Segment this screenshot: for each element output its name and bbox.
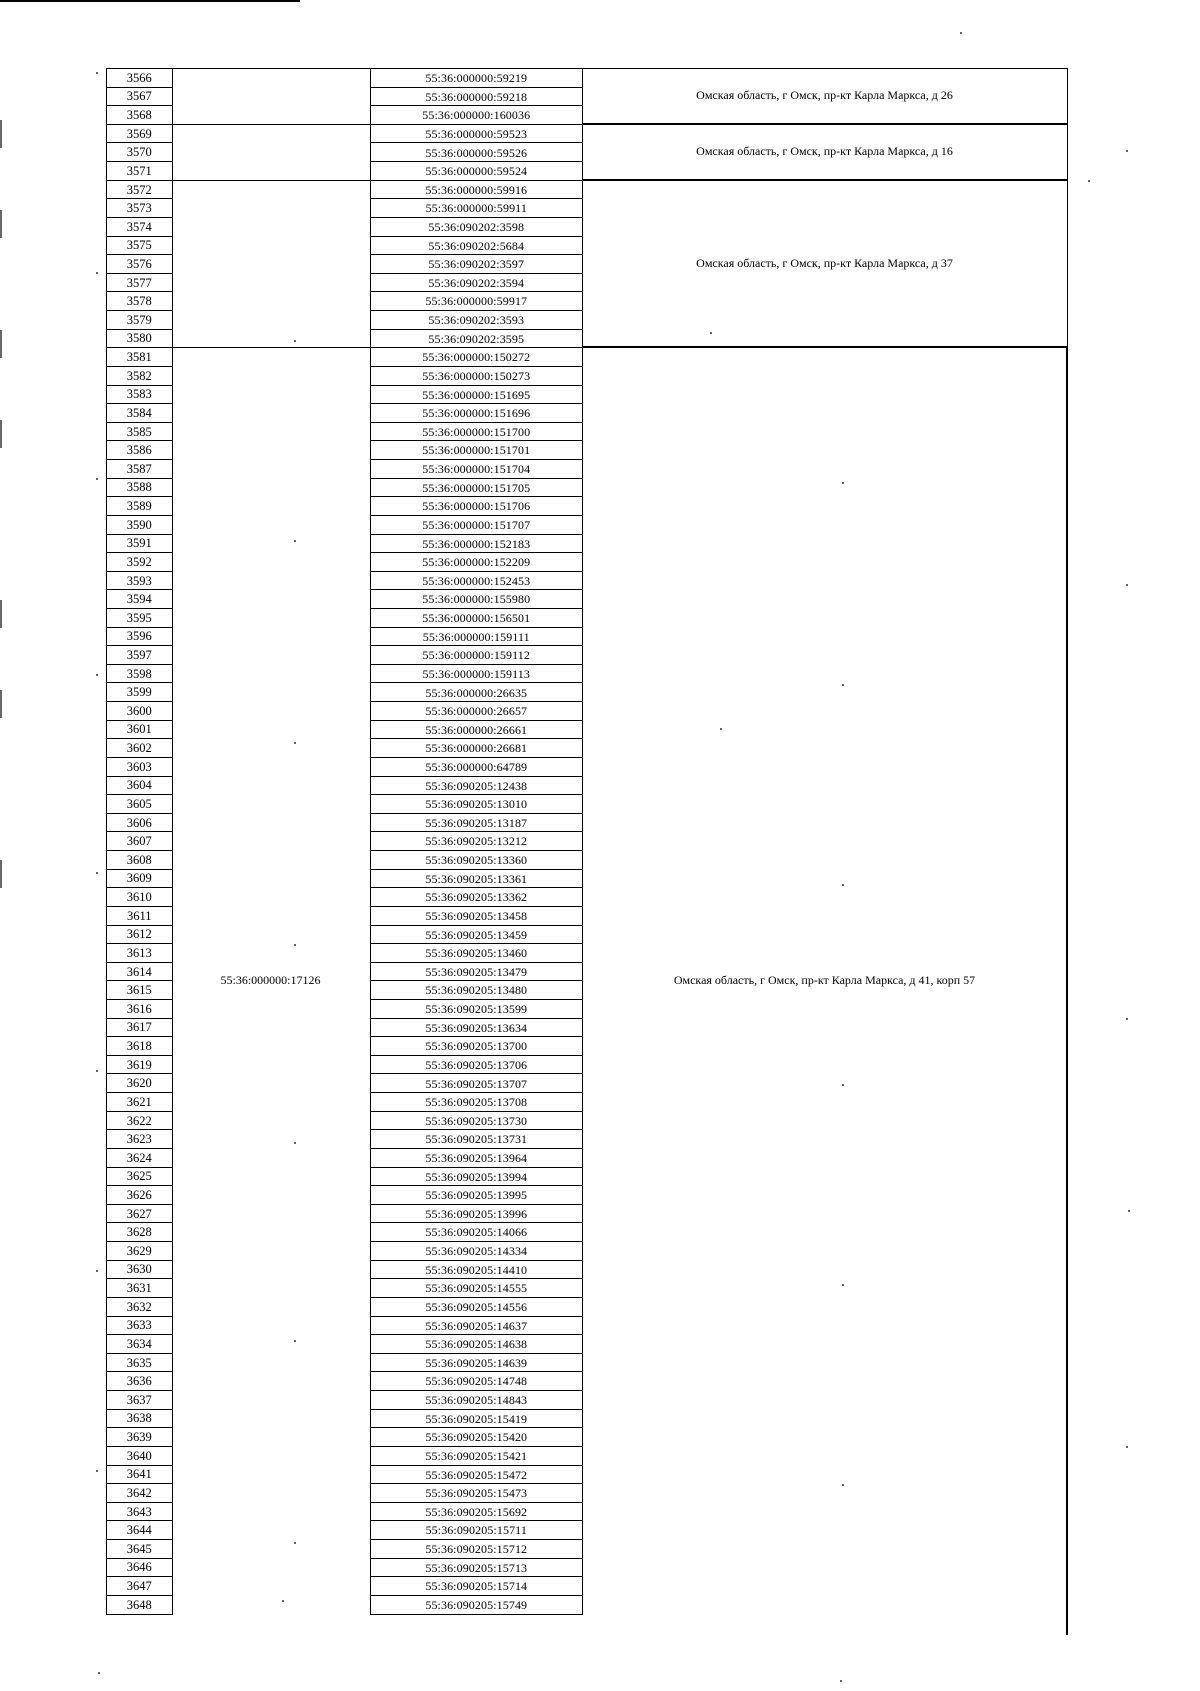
cadastral-number: 55:36:090202:3595 <box>370 329 583 349</box>
row-number: 3635 <box>106 1353 173 1373</box>
row-number: 3588 <box>106 478 173 498</box>
row-number: 3592 <box>106 552 173 572</box>
scan-speck <box>96 1070 98 1072</box>
cadastral-number: 55:36:090205:15419 <box>370 1409 583 1429</box>
scan-speck <box>96 1470 98 1472</box>
scan-speck <box>960 32 962 34</box>
row-number: 3643 <box>106 1502 173 1522</box>
row-number: 3601 <box>106 720 173 740</box>
row-number: 3584 <box>106 403 173 423</box>
row-number: 3637 <box>106 1390 173 1410</box>
row-number: 3623 <box>106 1129 173 1149</box>
cadastral-number: 55:36:000000:151696 <box>370 403 583 423</box>
scan-margin-mark <box>0 690 2 718</box>
row-number: 3614 <box>106 962 173 982</box>
parent-cadastral-cell <box>171 68 370 124</box>
row-number: 3590 <box>106 515 173 535</box>
row-number: 3612 <box>106 925 173 945</box>
cadastral-number: 55:36:090205:15692 <box>370 1502 583 1522</box>
cadastral-number: 55:36:090205:12438 <box>370 776 583 796</box>
row-number: 3648 <box>106 1595 173 1615</box>
row-number: 3606 <box>106 813 173 833</box>
scan-speck <box>710 332 712 334</box>
cadastral-number: 55:36:090205:13362 <box>370 887 583 907</box>
table-right-border <box>1066 347 1068 1635</box>
row-number: 3644 <box>106 1520 173 1540</box>
scan-speck <box>96 872 98 874</box>
cadastral-number: 55:36:000000:59523 <box>370 124 583 144</box>
row-number: 3631 <box>106 1278 173 1298</box>
cadastral-number: 55:36:000000:151695 <box>370 385 583 405</box>
row-number: 3574 <box>106 217 173 237</box>
row-number: 3619 <box>106 1055 173 1075</box>
scan-speck <box>840 1680 842 1682</box>
row-number: 3567 <box>106 87 173 107</box>
cadastral-number: 55:36:000000:64789 <box>370 757 583 777</box>
cadastral-number: 55:36:090205:13360 <box>370 850 583 870</box>
row-number: 3594 <box>106 589 173 609</box>
cadastral-number: 55:36:000000:155980 <box>370 589 583 609</box>
cadastral-number: 55:36:000000:59526 <box>370 142 583 162</box>
row-number: 3641 <box>106 1465 173 1485</box>
cadastral-number: 55:36:000000:159111 <box>370 627 583 647</box>
cadastral-number: 55:36:090202:3598 <box>370 217 583 237</box>
cadastral-number: 55:36:090205:14555 <box>370 1278 583 1298</box>
row-number: 3597 <box>106 645 173 665</box>
cadastral-number: 55:36:000000:59911 <box>370 198 583 218</box>
cadastral-number: 55:36:090205:13460 <box>370 943 583 963</box>
address-cell: Омская область, г Омск, пр-кт Карла Маркса, д 26 <box>583 68 1068 124</box>
row-number: 3638 <box>106 1409 173 1429</box>
cadastral-number: 55:36:090205:13634 <box>370 1018 583 1038</box>
row-number: 3603 <box>106 757 173 777</box>
row-number: 3632 <box>106 1297 173 1317</box>
cadastral-number: 55:36:000000:160036 <box>370 105 583 125</box>
cadastral-number: 55:36:000000:150273 <box>370 366 583 386</box>
cadastral-number: 55:36:090205:13480 <box>370 980 583 1000</box>
row-number: 3604 <box>106 776 173 796</box>
cadastral-number: 55:36:000000:159112 <box>370 645 583 665</box>
row-number: 3616 <box>106 999 173 1019</box>
cadastral-number: 55:36:000000:26681 <box>370 738 583 758</box>
row-number: 3578 <box>106 291 173 311</box>
cadastral-number: 55:36:090202:3597 <box>370 254 583 274</box>
cadastral-number: 55:36:090205:13700 <box>370 1036 583 1056</box>
row-number: 3613 <box>106 943 173 963</box>
cadastral-number: 55:36:090205:13731 <box>370 1129 583 1149</box>
cadastral-number: 55:36:000000:151700 <box>370 422 583 442</box>
cadastral-number: 55:36:090205:15714 <box>370 1576 583 1596</box>
cadastral-number: 55:36:000000:59218 <box>370 87 583 107</box>
row-number: 3581 <box>106 347 173 367</box>
row-number: 3646 <box>106 1558 173 1578</box>
row-number: 3625 <box>106 1167 173 1187</box>
cadastral-number: 55:36:000000:159113 <box>370 664 583 684</box>
scan-speck <box>842 482 844 484</box>
cadastral-number: 55:36:000000:26657 <box>370 701 583 721</box>
scan-margin-mark <box>0 420 2 448</box>
row-number: 3566 <box>106 68 173 88</box>
cadastral-number: 55:36:000000:59219 <box>370 68 583 88</box>
row-number: 3624 <box>106 1148 173 1168</box>
cadastral-number: 55:36:090205:14637 <box>370 1316 583 1336</box>
cadastral-number: 55:36:000000:151701 <box>370 440 583 460</box>
row-number: 3598 <box>106 664 173 684</box>
cadastral-number: 55:36:090205:13361 <box>370 869 583 889</box>
cadastral-number: 55:36:090202:3593 <box>370 310 583 330</box>
scan-speck <box>294 340 296 342</box>
cadastral-number: 55:36:000000:151706 <box>370 496 583 516</box>
cadastral-number: 55:36:090205:14843 <box>370 1390 583 1410</box>
row-number: 3589 <box>106 496 173 516</box>
scan-speck <box>1126 1446 1128 1448</box>
scan-margin-mark <box>0 600 2 628</box>
scan-speck <box>720 728 722 730</box>
scan-speck <box>96 1270 98 1272</box>
row-number: 3575 <box>106 236 173 256</box>
cadastral-number: 55:36:000000:151707 <box>370 515 583 535</box>
cadastral-number: 55:36:000000:150272 <box>370 347 583 367</box>
scan-speck <box>294 1142 296 1144</box>
address-cell: Омская область, г Омск, пр-кт Карла Маркса, д 37 <box>583 180 1068 348</box>
scan-speck <box>1126 584 1128 586</box>
row-number: 3629 <box>106 1241 173 1261</box>
scan-speck <box>1126 1018 1128 1020</box>
row-number: 3615 <box>106 980 173 1000</box>
row-number: 3630 <box>106 1260 173 1280</box>
cadastral-number: 55:36:000000:59917 <box>370 291 583 311</box>
row-number: 3627 <box>106 1204 173 1224</box>
scan-speck <box>96 272 98 274</box>
row-number: 3585 <box>106 422 173 442</box>
row-number: 3609 <box>106 869 173 889</box>
cadastral-number: 55:36:090205:14066 <box>370 1222 583 1242</box>
row-number: 3573 <box>106 198 173 218</box>
scan-speck <box>294 540 296 542</box>
row-number: 3626 <box>106 1185 173 1205</box>
cadastral-number: 55:36:090205:13599 <box>370 999 583 1019</box>
cadastral-number: 55:36:090205:15420 <box>370 1427 583 1447</box>
scan-speck <box>294 1340 296 1342</box>
cadastral-number: 55:36:090205:13010 <box>370 794 583 814</box>
cadastral-number: 55:36:000000:152209 <box>370 552 583 572</box>
row-number: 3620 <box>106 1073 173 1093</box>
scan-speck <box>294 944 296 946</box>
scan-speck <box>96 674 98 676</box>
scan-speck <box>1126 150 1128 152</box>
row-number: 3599 <box>106 682 173 702</box>
scan-speck <box>294 742 296 744</box>
row-number: 3640 <box>106 1446 173 1466</box>
cadastral-number: 55:36:000000:151705 <box>370 478 583 498</box>
row-number: 3572 <box>106 180 173 200</box>
cadastral-number: 55:36:090202:5684 <box>370 236 583 256</box>
cadastral-number: 55:36:090205:13706 <box>370 1055 583 1075</box>
cadastral-number: 55:36:090205:13458 <box>370 906 583 926</box>
row-number: 3586 <box>106 440 173 460</box>
cadastral-number: 55:36:090205:14556 <box>370 1297 583 1317</box>
row-number: 3580 <box>106 329 173 349</box>
scan-speck <box>1088 180 1090 182</box>
scan-speck <box>842 1084 844 1086</box>
scan-speck <box>1128 1210 1130 1212</box>
row-number: 3587 <box>106 459 173 479</box>
row-number: 3607 <box>106 831 173 851</box>
row-number: 3570 <box>106 142 173 162</box>
parent-cadastral-cell: 55:36:000000:17126 <box>171 347 370 1613</box>
row-number: 3647 <box>106 1576 173 1596</box>
cadastral-number: 55:36:090205:15713 <box>370 1558 583 1578</box>
cadastral-number: 55:36:000000:59916 <box>370 180 583 200</box>
scan-speck <box>842 1284 844 1286</box>
cadastral-number: 55:36:090205:13479 <box>370 962 583 982</box>
cadastral-number: 55:36:090205:13708 <box>370 1092 583 1112</box>
address-cell: Омская область, г Омск, пр-кт Карла Маркса, д 41, корп 57 <box>583 347 1068 1613</box>
row-number: 3645 <box>106 1539 173 1559</box>
row-number: 3633 <box>106 1316 173 1336</box>
cadastral-number: 55:36:090202:3594 <box>370 273 583 293</box>
scan-speck <box>96 72 98 74</box>
cadastral-number: 55:36:090205:14410 <box>370 1260 583 1280</box>
row-number: 3571 <box>106 161 173 181</box>
cadastral-number: 55:36:090205:13730 <box>370 1111 583 1131</box>
cadastral-number: 55:36:090205:13707 <box>370 1073 583 1093</box>
cadastral-number: 55:36:000000:151704 <box>370 459 583 479</box>
row-number: 3622 <box>106 1111 173 1131</box>
cadastral-number: 55:36:090205:14748 <box>370 1371 583 1391</box>
row-number: 3568 <box>106 105 173 125</box>
scan-speck <box>842 1484 844 1486</box>
scan-speck <box>842 684 844 686</box>
scan-speck <box>294 1542 296 1544</box>
row-number: 3621 <box>106 1092 173 1112</box>
cadastral-number: 55:36:090205:13212 <box>370 831 583 851</box>
row-number: 3636 <box>106 1371 173 1391</box>
scan-speck <box>96 478 98 480</box>
scan-margin-mark <box>0 860 2 888</box>
row-number: 3617 <box>106 1018 173 1038</box>
row-number: 3605 <box>106 794 173 814</box>
row-number: 3600 <box>106 701 173 721</box>
cadastral-number: 55:36:000000:59524 <box>370 161 583 181</box>
row-number: 3642 <box>106 1483 173 1503</box>
scan-edge-line <box>0 0 300 2</box>
scan-margin-mark <box>0 330 2 358</box>
row-number: 3602 <box>106 738 173 758</box>
scan-speck <box>282 1600 284 1602</box>
row-number: 3628 <box>106 1222 173 1242</box>
cadastral-number: 55:36:000000:152453 <box>370 571 583 591</box>
cadastral-number: 55:36:090205:15711 <box>370 1520 583 1540</box>
scan-speck <box>98 1672 100 1674</box>
cadastral-number: 55:36:090205:15472 <box>370 1465 583 1485</box>
cadastral-number: 55:36:000000:26635 <box>370 682 583 702</box>
cadastral-number: 55:36:000000:156501 <box>370 608 583 628</box>
row-number: 3577 <box>106 273 173 293</box>
scan-speck <box>842 884 844 886</box>
cadastral-number: 55:36:090205:13459 <box>370 925 583 945</box>
row-number: 3608 <box>106 850 173 870</box>
cadastral-number: 55:36:090205:15473 <box>370 1483 583 1503</box>
address-cell: Омская область, г Омск, пр-кт Карла Маркса, д 16 <box>583 124 1068 180</box>
row-number: 3576 <box>106 254 173 274</box>
cadastral-number: 55:36:090205:15749 <box>370 1595 583 1615</box>
row-number: 3579 <box>106 310 173 330</box>
scan-margin-mark <box>0 120 2 148</box>
cadastral-number: 55:36:090205:14334 <box>370 1241 583 1261</box>
row-number: 3591 <box>106 534 173 554</box>
cadastral-number: 55:36:000000:152183 <box>370 534 583 554</box>
row-number: 3610 <box>106 887 173 907</box>
scan-margin-mark <box>0 210 2 238</box>
cadastral-number: 55:36:000000:26661 <box>370 720 583 740</box>
cadastral-number: 55:36:090205:13187 <box>370 813 583 833</box>
cadastral-number: 55:36:090205:13996 <box>370 1204 583 1224</box>
parent-cadastral-cell <box>171 180 370 348</box>
row-number: 3611 <box>106 906 173 926</box>
parent-cadastral-cell <box>171 124 370 180</box>
cadastral-number: 55:36:090205:15421 <box>370 1446 583 1466</box>
cadastral-number: 55:36:090205:14638 <box>370 1334 583 1354</box>
row-number: 3582 <box>106 366 173 386</box>
row-number: 3634 <box>106 1334 173 1354</box>
cadastral-number: 55:36:090205:13964 <box>370 1148 583 1168</box>
cadastral-number: 55:36:090205:13995 <box>370 1185 583 1205</box>
row-number: 3593 <box>106 571 173 591</box>
row-number: 3583 <box>106 385 173 405</box>
row-number: 3595 <box>106 608 173 628</box>
row-number: 3618 <box>106 1036 173 1056</box>
cadastral-number: 55:36:090205:15712 <box>370 1539 583 1559</box>
cadastral-number: 55:36:090205:14639 <box>370 1353 583 1373</box>
cadastral-number: 55:36:090205:13994 <box>370 1167 583 1187</box>
row-number: 3596 <box>106 627 173 647</box>
row-number: 3639 <box>106 1427 173 1447</box>
row-number: 3569 <box>106 124 173 144</box>
